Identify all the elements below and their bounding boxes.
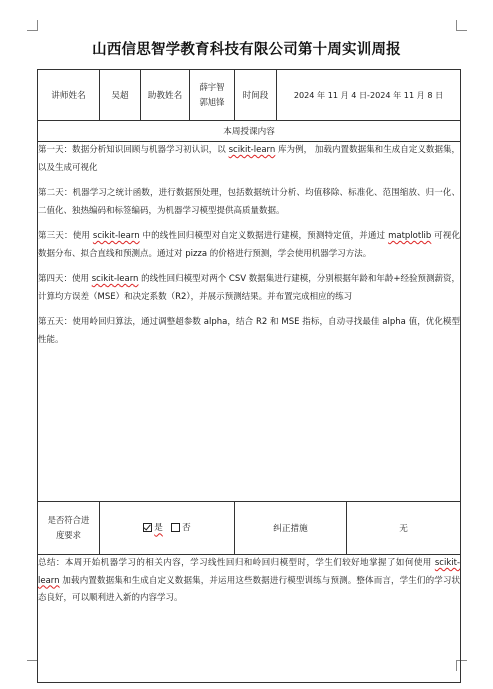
no-option[interactable] (171, 521, 191, 533)
assistant-name-2: 郭旭锋 (199, 97, 225, 107)
code-term: scikit-learn (38, 558, 461, 586)
section-title: 本周授课内容 (38, 121, 461, 142)
weekly-report-table (37, 69, 461, 683)
correction-label: 纠正措施 (235, 502, 347, 555)
compliance-row (38, 502, 461, 555)
day-2-entry (38, 185, 460, 220)
day-text: 数据分析知识回顾与机器学习初认识，以 (72, 145, 229, 155)
code-term: scikit-learn (91, 274, 139, 284)
crop-mark-top-right (456, 20, 467, 31)
day-label: 第四天： (38, 274, 73, 284)
compliance-label: 是否符合进度要求 (38, 502, 100, 555)
summary-part: 加载内置数据集和生成自定义数据集，并运用这些数据进行模型训练与预测。整体而言，学生们的学习状态良好，可以顺利进入新的内容学习。 (38, 575, 461, 603)
code-term: scikit-learn (228, 145, 276, 155)
day-1-entry (38, 142, 460, 177)
crop-mark-top-left (27, 20, 38, 31)
day-text: 使用岭回归算法，通过调整超参数 alpha，结合 R2 和 MSE 指标，自动寻找最佳 alpha 值，优化模型性能。 (38, 317, 461, 345)
day-5-entry (38, 314, 460, 349)
assistant-name-1: 薛宇智 (199, 82, 225, 92)
yes-label: 是 (154, 523, 163, 534)
code-term: matplotlib (388, 231, 432, 241)
day-label: 第三天： (38, 231, 73, 241)
summary-text (38, 555, 460, 608)
period-value: 2024 年 11 月 4 日-2024 年 11 月 8 日 (277, 70, 461, 121)
teacher-label: 讲师姓名 (38, 70, 100, 121)
no-label: 否 (182, 523, 191, 534)
day-text: 库为例， 加载内置数据集和生成自定义数据集，以及生成可视化 (38, 145, 461, 173)
summary-row (38, 555, 461, 683)
content-row (38, 142, 461, 502)
code-term: scikit-learn (92, 231, 140, 241)
summary-part: 总结：本周开始机器学习的相关内容，学习线性回归和岭回归模型时，学生们较好地掌握了如何使用 (38, 558, 435, 568)
assistant-names (190, 70, 235, 121)
summary-cell (38, 555, 461, 683)
yes-checkbox[interactable] (143, 523, 152, 532)
correction-value: 无 (347, 502, 461, 555)
compliance-options (100, 502, 235, 555)
day-label: 第二天： (38, 188, 73, 198)
document-title: 山西信思智学教育科技有限公司第十周实训周报 (92, 42, 401, 58)
no-checkbox[interactable] (171, 523, 180, 532)
day-label: 第一天： (38, 145, 73, 155)
yes-option[interactable] (143, 521, 163, 533)
info-row (38, 70, 461, 121)
day-3-entry (38, 228, 460, 263)
teacher-name: 吴超 (100, 70, 141, 121)
day-label: 第五天： (38, 317, 73, 327)
day-text: 的线性回归模型对两个 CSV 数据集进行建模，分别根据年龄和年龄+经验预测薪资，计算均方误差（MSE）和决定系数（R2），并展示预测结果。并布置完成相应的练习 (38, 274, 461, 302)
day-text: 使用 (72, 231, 93, 241)
day-text: 可视化数据分布、拟合直线和预测点。通过对 pizza 的价格进行预测，学会使用机器学习方法。 (38, 231, 461, 259)
day-text: 使用 (72, 274, 92, 284)
day-text: 机器学习之统计函数，进行数据预处理，包括数据统计分析、均值移除、标准化、范围缩放、归一化、二值化、独热编码和标签编码，为机器学习模型提供高质量数据。 (38, 188, 461, 216)
section-title-row (38, 121, 461, 142)
daily-content (38, 142, 461, 502)
period-label: 时间段 (235, 70, 277, 121)
day-text: 中的线性回归模型对自定义数据进行建模，预测特定值，并通过 (139, 231, 389, 241)
assistant-label: 助教姓名 (141, 70, 190, 121)
day-4-entry (38, 271, 460, 306)
